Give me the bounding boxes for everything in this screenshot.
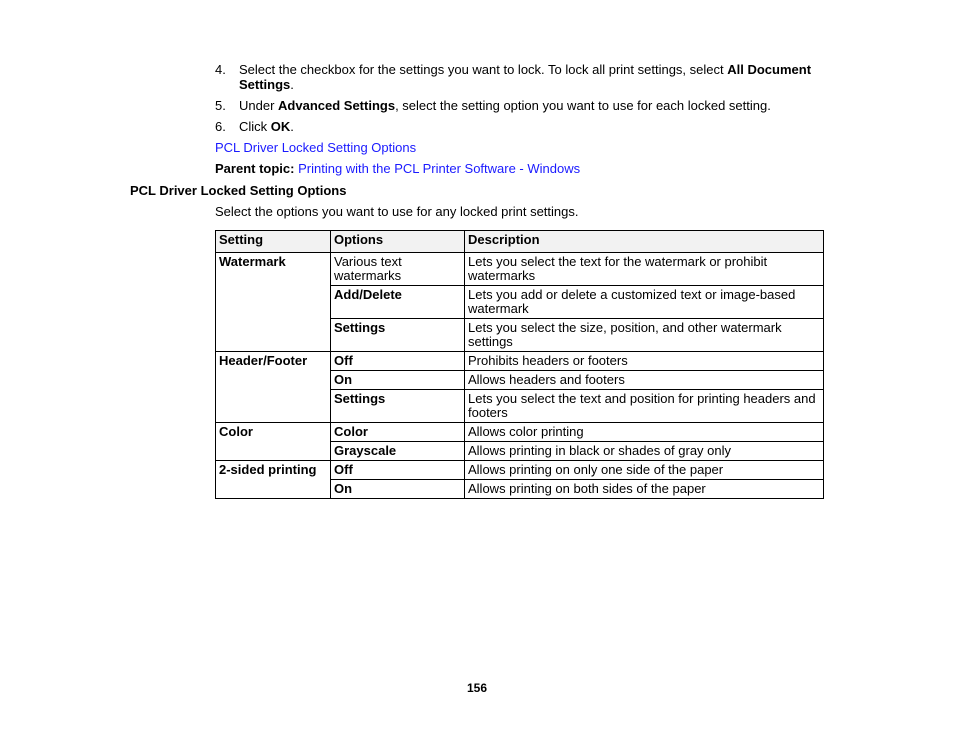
step-number: 4. [215,62,226,77]
option-cell: Settings [331,319,465,352]
step-text [239,62,825,92]
parent-topic-label: Parent topic: [215,161,295,176]
description-cell: Allows printing on both sides of the paper [465,480,824,499]
option-cell: Off [331,461,465,480]
step-text-plain: , select the setting option you want to use for each locked setting. [395,98,771,113]
column-header-description: Description [465,231,824,253]
description-cell: Lets you add or delete a customized text or image-based watermark [465,286,824,319]
description-cell: Lets you select the text for the watermark or prohibit watermarks [465,253,824,286]
parent-topic [215,161,580,176]
option-cell: Off [331,352,465,371]
step-text-plain: . [290,119,294,134]
related-topic-link[interactable]: PCL Driver Locked Setting Options [215,140,417,155]
step-text-bold: OK [270,119,291,134]
step-text [239,119,825,134]
table-header-row [216,231,824,253]
step-number: 6. [215,119,226,134]
step-text-plain: Under [239,98,279,113]
step-number: 5. [215,98,226,113]
step-text [239,98,825,113]
option-cell: Add/Delete [331,286,465,319]
table-row [216,352,824,371]
description-cell: Allows printing on only one side of the paper [465,461,824,480]
table-row [216,461,824,480]
step-6 [215,119,825,134]
setting-cell: 2-sided printing [216,461,331,499]
description-cell: Allows color printing [465,423,824,442]
step-5 [215,98,825,113]
description-cell: Prohibits headers or footers [465,352,824,371]
step-text-plain: Click [239,119,271,134]
step-text-plain: Select the checkbox for the settings you want to lock. To lock all print settings, select [239,62,728,77]
column-header-setting: Setting [216,231,331,253]
option-cell: On [331,371,465,390]
step-text-bold: All Document Settings [239,62,812,92]
setting-cell: Color [216,423,331,461]
description-cell: Allows printing in black or shades of gray only [465,442,824,461]
section-intro: Select the options you want to use for any locked print settings. [215,204,579,219]
section-title: PCL Driver Locked Setting Options [130,183,347,198]
setting-cell: Watermark [216,253,331,352]
option-cell: Grayscale [331,442,465,461]
option-cell: Color [331,423,465,442]
column-header-options: Options [331,231,465,253]
parent-topic-link[interactable]: Printing with the PCL Printer Software - Windows [298,161,581,176]
step-text-plain: . [290,77,294,92]
step-4 [215,62,825,92]
option-cell: Settings [331,390,465,423]
table-row [216,423,824,442]
table-row [216,253,824,286]
setting-cell: Header/Footer [216,352,331,423]
page-number: 156 [466,681,488,695]
option-cell: On [331,480,465,499]
description-cell: Allows headers and footers [465,371,824,390]
description-cell: Lets you select the text and position for printing headers and footers [465,390,824,423]
description-cell: Lets you select the size, position, and other watermark settings [465,319,824,352]
option-cell: Various text watermarks [331,253,465,286]
step-text-bold: Advanced Settings [278,98,396,113]
locked-settings-table [215,230,824,499]
